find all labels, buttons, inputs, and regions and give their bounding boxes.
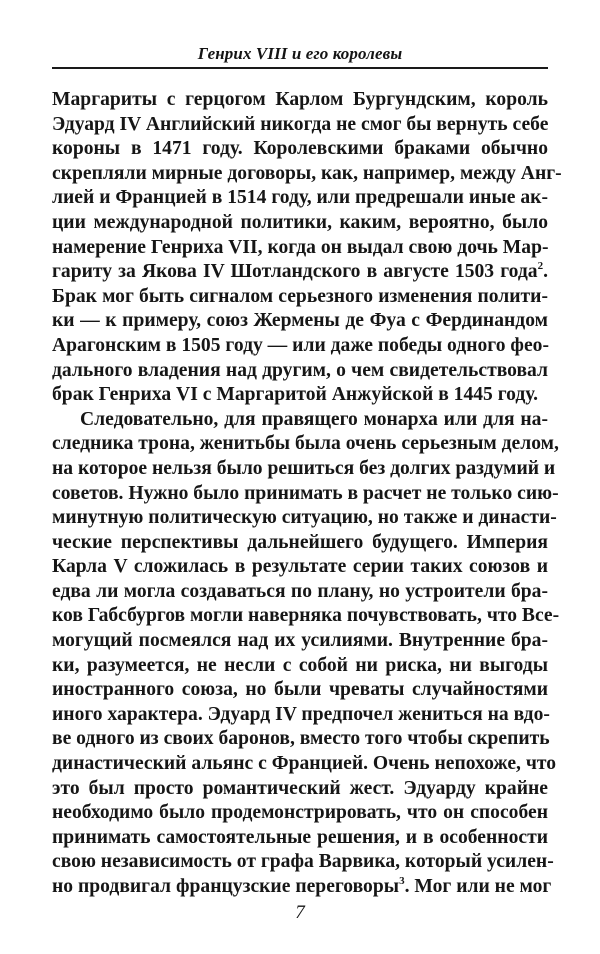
text-line: Эдуард IV Английский никогда не смог бы вернуть себе	[52, 113, 549, 135]
text-line: короны в 1471 году. Королевскими браками обычно	[52, 138, 548, 160]
page-number: 7	[295, 902, 305, 923]
text-line-with-footnote	[52, 260, 548, 285]
text-line: Арагонским в 1505 году — или даже победы одного фео-	[52, 334, 549, 356]
footnote-suffix: .	[543, 261, 548, 283]
text-line: необходимо было продемонстрировать, что он способен	[52, 802, 548, 824]
text-line: ции международной политики, каким, вероятно, было	[52, 211, 548, 233]
text-line-continuation: Мог или не мог	[409, 876, 552, 897]
text-line: едва ли могла создаваться по плану, но устроители бра-	[52, 580, 548, 602]
text-line: следника трона, женитьбы была очень серьезным делом,	[52, 433, 559, 455]
paragraph-2	[52, 408, 560, 900]
text-line-content: гариту за Якова IV Шотландского в августе 1503 года	[52, 261, 538, 283]
page-body-text	[52, 88, 562, 900]
text-line: Следовательно, для правящего монарха или для на-	[80, 408, 548, 430]
text-line: брак Генриха VI с Маргаритой Анжуйской в 1445 году.	[52, 384, 539, 406]
running-head-title: Генрих VIII и его королевы	[197, 44, 403, 63]
text-line: ки — к примеру, союз Жермены де Фуа с Фердинандом	[52, 310, 548, 332]
text-line: ков Габсбургов могли наверняка почувствовать, что Все-	[52, 605, 560, 627]
text-line: дального владения над другим, о чем свидетельствовал	[52, 359, 548, 381]
text-line: на которое нельзя было решиться без долгих раздумий и	[52, 457, 556, 479]
text-line: Карла V сложилась в результате серии таких союзов и	[52, 556, 548, 578]
text-line: советов. Нужно было принимать в расчет не только сию-	[52, 482, 559, 504]
text-line: ческие перспективы дальнейшего будущего. Империя	[52, 531, 548, 553]
text-line: Маргариты с герцогом Карлом Бургундским, король	[52, 89, 548, 110]
text-line: скрепляли мирные договоры, как, например, между Анг-	[52, 162, 562, 184]
text-line: свою независимость от графа Варвика, который усилен-	[52, 851, 554, 873]
text-line: иностранного союза, но были чреваты случайностями	[52, 679, 548, 701]
text-line: династический альянс с Францией. Очень непохоже, что	[52, 753, 557, 775]
text-line-content: но продвигал французские переговоры	[52, 876, 400, 897]
text-line: лией и Францией в 1514 году, или предрешали иные ак-	[52, 187, 548, 209]
text-line: ве одного из своих баронов, вместо того чтобы скрепить	[52, 728, 550, 750]
paragraph-1	[52, 88, 562, 408]
text-line: Брак мог быть сигналом серьезного изменения полити-	[52, 285, 548, 307]
text-line: намерение Генриха VII, когда он выдал свою дочь Мар-	[52, 236, 549, 258]
text-line: это был просто романтический жест. Эдуарду крайне	[52, 777, 548, 799]
text-line: могущий посмеялся над их усилиями. Внутренние бра-	[52, 630, 548, 652]
text-line: иного характера. Эдуард IV предпочел жениться на вдо-	[52, 703, 550, 725]
footnote-marker-2[interactable]: 2	[537, 260, 544, 273]
text-line-with-footnote	[52, 875, 552, 900]
text-line: минутную политическую ситуацию, но также и династи-	[52, 507, 557, 529]
text-line: ки, разумеется, не несли с собой ни риска, ни выгоды	[52, 654, 548, 676]
header-rule-divider	[52, 67, 548, 69]
footnote-suffix: .	[404, 876, 410, 897]
footnote-marker-3[interactable]: 3	[399, 875, 405, 887]
text-line: принимать самостоятельные решения, и в особенности	[52, 826, 548, 848]
